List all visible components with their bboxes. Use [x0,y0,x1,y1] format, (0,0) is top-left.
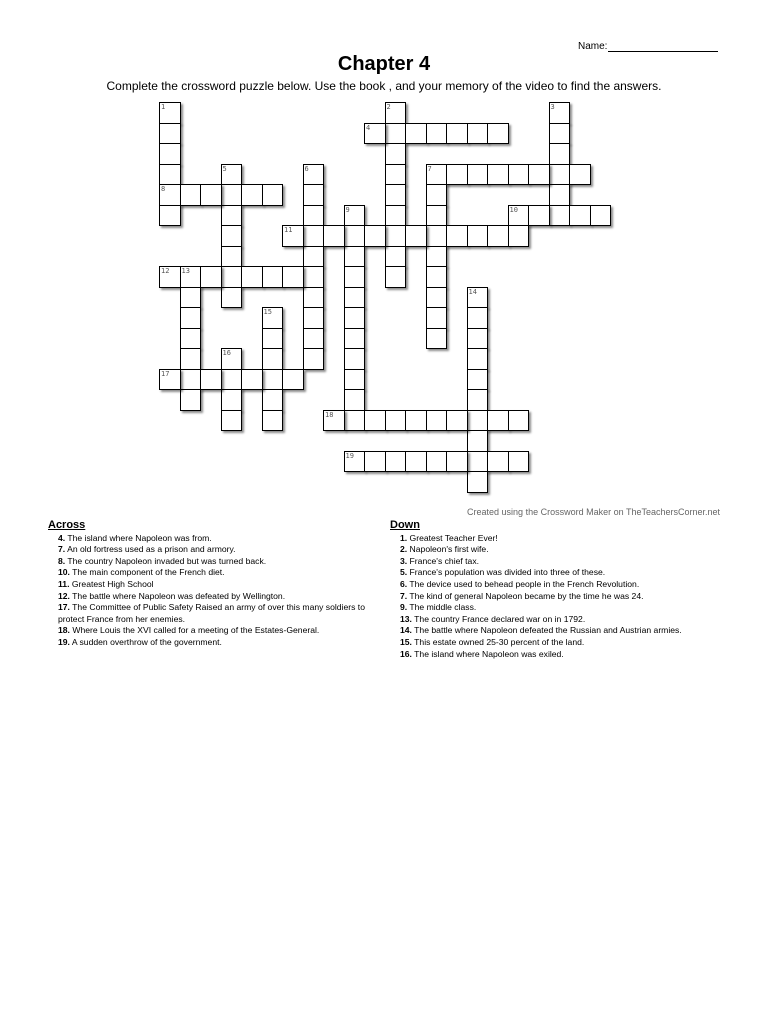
crossword-cell[interactable] [221,225,243,247]
crossword-cell[interactable] [467,471,489,493]
crossword-cell[interactable] [426,287,448,309]
crossword-cell[interactable] [385,451,407,473]
clue-number-label: 4 [366,123,371,132]
clue-number-label: 9 [345,205,350,214]
crossword-cell[interactable] [549,143,571,165]
crossword-cell[interactable] [221,246,243,268]
crossword-cell[interactable] [385,225,407,247]
crossword-cell[interactable] [303,266,325,288]
crossword-cell[interactable] [159,164,181,186]
crossword-cell[interactable] [446,225,468,247]
down-clue [400,614,705,626]
page-title: Chapter 4 [337,53,431,75]
clue-number-label: 1 [161,103,166,111]
clue-text: Greatest High School [69,578,154,589]
across-clue [58,579,383,591]
down-clue [400,544,705,556]
crossword-cell[interactable] [467,348,489,370]
crossword-cell[interactable] [426,266,448,288]
clue-number: 16. [400,648,412,659]
crossword-cell[interactable] [180,287,202,309]
crossword-cell[interactable] [467,410,489,432]
crossword-cell[interactable] [467,307,489,329]
down-clues [390,520,705,660]
crossword-cell[interactable] [344,410,366,432]
crossword-cell[interactable] [467,451,489,473]
crossword-cell[interactable] [569,164,591,186]
clue-text: An old fortress used as a prison and armory. [65,544,236,555]
crossword-cell[interactable] [200,266,222,288]
clue-number: 5. [400,567,408,578]
crossword-cell[interactable] [446,451,468,473]
crossword-cell[interactable] [385,246,407,268]
down-clue [400,533,705,545]
crossword-cell[interactable] [180,369,202,391]
clue-number: 15. [400,636,412,647]
clue-number: 7. [400,590,408,601]
crossword-cell[interactable] [282,369,304,391]
crossword-cell[interactable] [180,389,202,411]
crossword-cell[interactable] [446,123,468,145]
crossword-cell[interactable] [405,123,427,145]
clue-number-label: 2 [386,103,391,111]
crossword-cell[interactable] [364,410,386,432]
crossword-cell[interactable] [405,410,427,432]
crossword-cell[interactable] [262,410,284,432]
crossword-cell[interactable] [344,369,366,391]
crossword-cell[interactable] [344,348,366,370]
crossword-cell[interactable] [405,451,427,473]
crossword-cell[interactable] [426,205,448,227]
across-clues [48,520,383,649]
down-clue [400,602,705,614]
across-clue [58,567,383,579]
down-clue [400,625,705,637]
crossword-cell[interactable] [467,369,489,391]
crossword-cell[interactable] [262,184,284,206]
clue-number: 3. [400,555,408,566]
clue-text: The device used to behead people in the French Revolution. [407,578,640,589]
crossword-cell[interactable] [487,164,509,186]
crossword-cell[interactable] [385,143,407,165]
crossword-cell[interactable] [467,389,489,411]
crossword-cell[interactable] [344,307,366,329]
crossword-cell[interactable] [344,328,366,350]
clue-text: The middle class. [407,602,477,613]
across-clue [58,556,383,568]
down-clue [400,556,705,568]
crossword-cell[interactable] [426,123,448,145]
clue-text: The kind of general Napoleon became by the time he was 24. [407,590,644,601]
crossword-cell[interactable] [426,328,448,350]
clue-number: 18. [58,625,70,636]
crossword-cell[interactable] [467,164,489,186]
crossword-cell[interactable] [159,205,181,227]
crossword-cell[interactable] [426,307,448,329]
crossword-cell[interactable] [180,348,202,370]
credit-text: Created using the Crossword Maker on TheTeachersCorner.net [467,507,720,517]
down-clue-list [390,533,705,661]
across-clue [58,637,383,649]
crossword-cell[interactable] [303,225,325,247]
clue-number: 2. [400,544,408,555]
crossword-cell[interactable] [221,266,243,288]
across-clue-list [48,533,383,649]
across-clue [58,533,383,545]
crossword-cell[interactable] [467,123,489,145]
clue-number-label: 10 [509,205,518,214]
crossword-cell[interactable] [344,266,366,288]
crossword-cell[interactable] [487,225,509,247]
crossword-cell[interactable] [221,389,243,411]
crossword-cell[interactable] [385,410,407,432]
across-clue [58,625,383,637]
clue-number: 9. [400,602,408,613]
crossword-cell[interactable] [467,328,489,350]
down-clue [400,567,705,579]
across-heading: Across [48,519,86,531]
clue-number-label: 19 [345,451,354,460]
crossword-cell[interactable] [549,123,571,145]
crossword-cell[interactable] [344,225,366,247]
clue-number: 17. [58,602,70,613]
clue-number: 10. [58,567,70,578]
crossword-cell[interactable] [487,123,509,145]
crossword-cell[interactable] [569,205,591,227]
down-clue [400,637,705,649]
crossword-cell[interactable] [303,205,325,227]
crossword-cell[interactable] [487,410,509,432]
crossword-cell[interactable] [221,184,243,206]
name-label: Name: [578,41,608,52]
crossword-cell[interactable] [508,164,530,186]
clue-number: 12. [58,590,70,601]
clue-text: The island where Napoleon was exiled. [411,648,564,659]
crossword-cell[interactable] [405,225,427,247]
crossword-cell[interactable] [426,184,448,206]
crossword-cell[interactable] [590,205,612,227]
clue-number-label: 14 [468,287,477,296]
clue-text: The battle where Napoleon was defeated by Wellington. [69,590,286,601]
crossword-cell[interactable] [508,225,530,247]
crossword-cell[interactable] [303,328,325,350]
down-clue [400,649,705,661]
clue-number-label: 13 [181,267,190,275]
crossword-cell[interactable] [385,123,407,145]
clue-number-label: 17 [161,369,170,378]
crossword-cell[interactable] [303,184,325,206]
clue-number-label: 3 [550,103,555,111]
crossword-cell[interactable] [508,451,530,473]
instructions: Complete the crossword puzzle below. Use the book , and your memory of the video to find the answers. [106,79,662,93]
crossword-cell[interactable] [446,164,468,186]
clue-number: 8. [58,555,66,566]
clue-text: The island where Napoleon was from. [65,532,212,543]
clue-number: 4. [58,532,66,543]
across-clue [58,591,383,603]
crossword-cell[interactable] [426,410,448,432]
clue-number-label: 5 [222,164,227,173]
clue-text: The main component of the French diet. [69,567,225,578]
down-clue [400,591,705,603]
crossword-cell[interactable] [549,164,571,186]
clue-text: France's chief tax. [407,555,480,566]
clue-number: 7. [58,544,66,555]
crossword-cell[interactable] [364,225,386,247]
crossword-cell[interactable] [385,205,407,227]
crossword-cell[interactable] [262,328,284,350]
down-heading: Down [390,519,420,531]
clue-number: 11. [58,578,70,589]
clue-number: 19. [58,636,70,647]
crossword-cell[interactable] [323,225,345,247]
crossword-cell[interactable] [549,184,571,206]
crossword-cell[interactable] [426,246,448,268]
crossword-cell[interactable] [426,451,448,473]
crossword-cell[interactable] [426,225,448,247]
crossword-cell[interactable] [221,410,243,432]
across-clue [58,602,383,625]
crossword-cell[interactable] [528,205,550,227]
crossword-cell[interactable] [549,205,571,227]
crossword-cell[interactable] [180,328,202,350]
clue-text: Where Louis the XVI called for a meeting of the Estates-General. [69,625,320,636]
crossword-cell[interactable] [508,410,530,432]
crossword-cell[interactable] [262,389,284,411]
crossword-cell[interactable] [446,410,468,432]
crossword-cell[interactable] [467,430,489,452]
crossword-cell[interactable] [385,266,407,288]
clue-text: This estate owned 25-30 percent of the land. [411,636,585,647]
crossword-grid [0,0,768,510]
crossword-cell[interactable] [241,266,263,288]
crossword-cell[interactable] [241,184,263,206]
clue-number-label: 11 [284,226,293,234]
crossword-cell[interactable] [159,143,181,165]
crossword-cell[interactable] [180,184,202,206]
crossword-cell[interactable] [364,451,386,473]
clue-number: 6. [400,578,408,589]
crossword-cell[interactable] [159,123,181,145]
crossword-cell[interactable] [385,164,407,186]
crossword-cell[interactable] [303,307,325,329]
clue-text: Napoleon's first wife. [407,544,489,555]
clue-text: The country France declared war on in 1792. [411,613,586,624]
clue-number-label: 12 [161,267,170,275]
crossword-cell[interactable] [467,225,489,247]
clue-text: The Committee of Public Safety Raised an army of over this many soldiers to protect France from her enemies. [58,602,365,624]
crossword-cell[interactable] [221,369,243,391]
across-clue [58,544,383,556]
crossword-cell[interactable] [221,205,243,227]
crossword-cell[interactable] [303,348,325,370]
clue-number: 1. [400,532,408,543]
clue-text: A sudden overthrow of the government. [69,636,222,647]
crossword-cell[interactable] [180,307,202,329]
clue-number-label: 16 [222,349,231,357]
down-clue [400,579,705,591]
crossword-cell[interactable] [262,348,284,370]
crossword-cell[interactable] [241,369,263,391]
crossword-cell[interactable] [487,451,509,473]
clue-number: 13. [400,613,412,624]
clue-text: Greatest Teacher Ever! [407,532,498,543]
clue-text: The battle where Napoleon defeated the Russian and Austrian armies. [411,625,682,636]
crossword-cell[interactable] [200,369,222,391]
crossword-cell[interactable] [303,287,325,309]
crossword-cell[interactable] [200,184,222,206]
crossword-cell[interactable] [221,287,243,309]
clue-text: France's population was divided into three of these. [407,567,606,578]
crossword-cell[interactable] [528,164,550,186]
clue-number-label: 18 [325,410,334,419]
clue-number-label: 7 [427,164,432,173]
crossword-cell[interactable] [344,246,366,268]
clue-number-label: 6 [304,164,309,173]
crossword-cell[interactable] [385,184,407,206]
clue-number: 14. [400,625,412,636]
crossword-cell[interactable] [344,389,366,411]
crossword-cell[interactable] [303,246,325,268]
clue-number-label: 15 [263,308,272,316]
crossword-cell[interactable] [262,369,284,391]
clue-number-label: 8 [161,185,166,193]
clue-text: The country Napoleon invaded but was turned back. [65,555,267,566]
crossword-cell[interactable] [344,287,366,309]
crossword-cell[interactable] [262,266,284,288]
crossword-cell[interactable] [282,266,304,288]
